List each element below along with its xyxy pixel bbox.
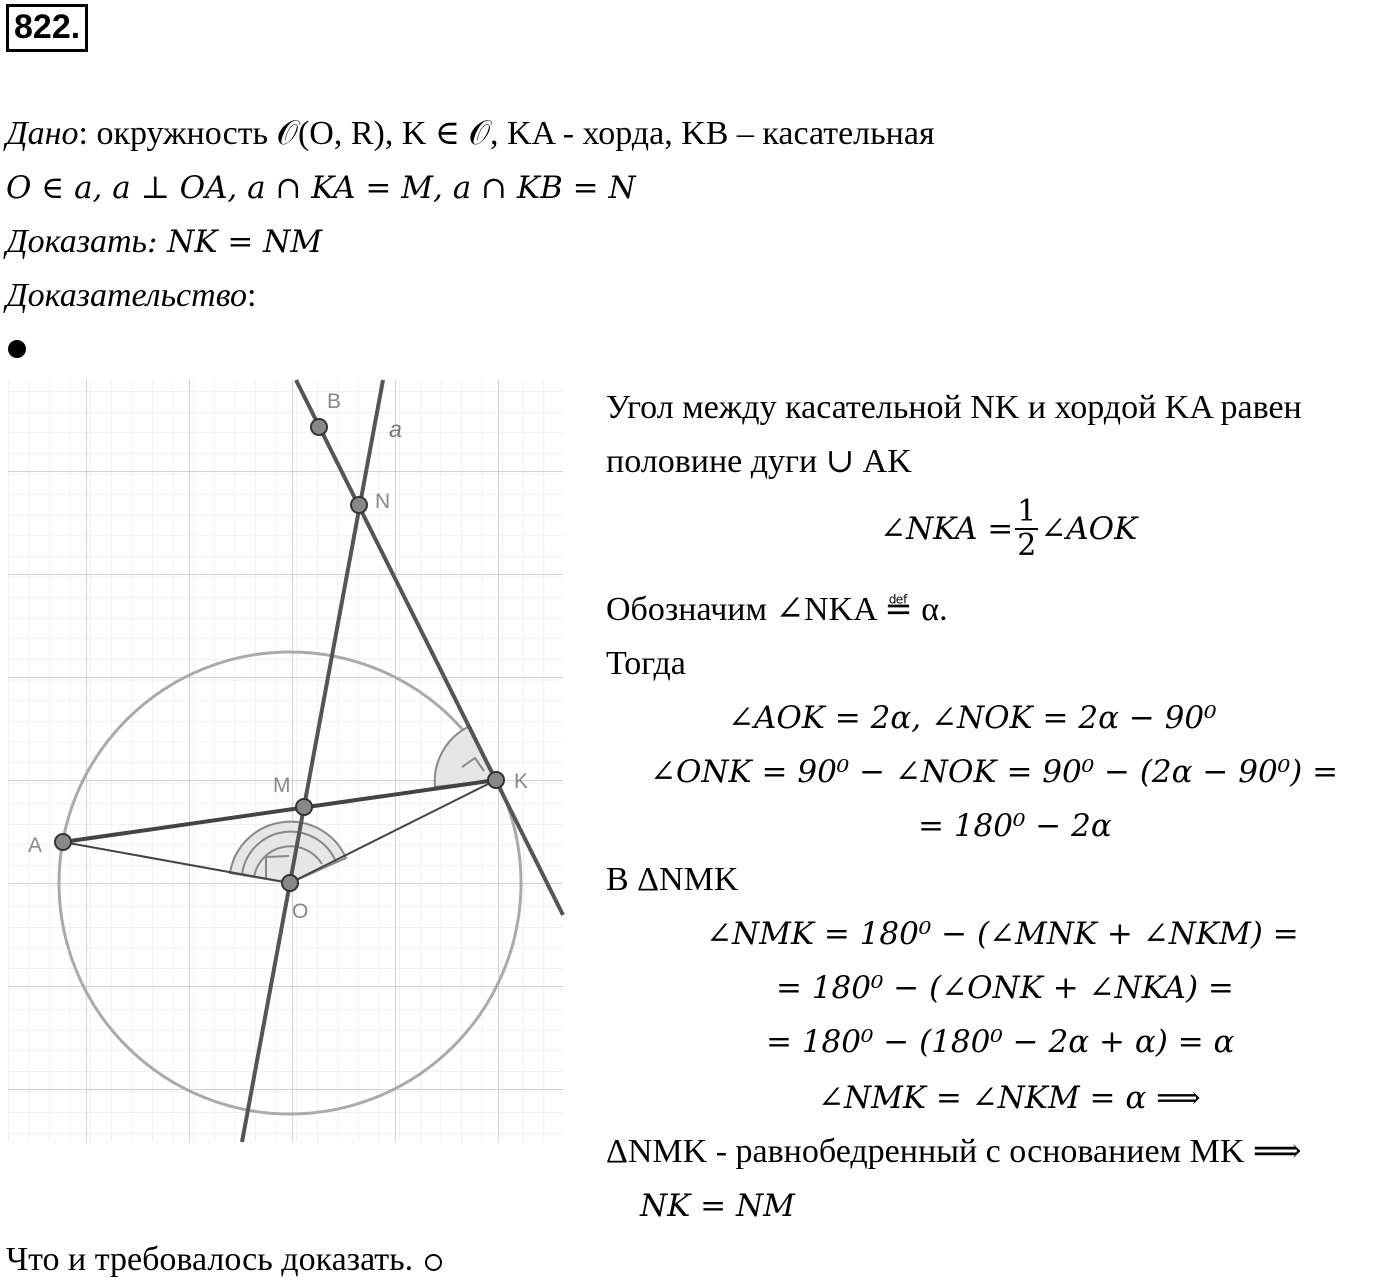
proof-line	[6, 276, 256, 316]
point-b	[311, 419, 327, 435]
given-label: Дано	[6, 115, 79, 152]
geometry-figure	[0, 378, 570, 1148]
point-k	[488, 772, 504, 788]
rt-frac-num: 1	[1017, 494, 1037, 529]
rt-frac-den: 2	[1017, 528, 1037, 563]
rt-line-13: ∠NMK = ∠NKM = α ⟹	[818, 1080, 1201, 1116]
given-text-1: : окружность 𝒪(O, R), K ∈ 𝒪, KA - хорда, KB – касательная	[78, 115, 935, 152]
rt-line-10: ∠NMK = 180⁰ − (∠MNK + ∠NKM) =	[706, 916, 1299, 952]
rt-formula-right: ∠AOK	[1040, 511, 1138, 547]
point-a	[55, 834, 71, 850]
rt-formula-left: ∠NKA =	[880, 511, 1014, 547]
rt-line-11: = 180⁰ − (∠ONK + ∠NKA) =	[776, 970, 1234, 1006]
qed-circle-icon	[425, 1254, 442, 1271]
given-line-2: O ∈ a, a ⊥ OA, a ∩ KA = M, a ∩ KB = N	[6, 170, 636, 206]
prove-statement: : NK = NM	[146, 224, 323, 260]
point-o	[282, 875, 298, 891]
bullet-marker	[8, 340, 26, 358]
label-k: K	[514, 770, 529, 793]
rt-line-8: = 180⁰ − 2α	[918, 808, 1112, 844]
label-b: B	[327, 390, 342, 413]
point-m	[296, 799, 312, 815]
rt-line-9: В ΔNMK	[606, 861, 739, 898]
rt-line-6: ∠AOK = 2α, ∠NOK = 2α − 90⁰	[728, 700, 1217, 736]
rt-line-4: Обозначим ∠NKA ≝ α.	[606, 591, 948, 628]
prove-line	[6, 222, 322, 262]
rt-line-1: Угол между касательной NK и хордой KA равен	[606, 389, 1302, 426]
rt-fraction	[1015, 496, 1038, 562]
prove-label: Доказать	[6, 223, 147, 260]
conclusion-text: Что и требовалось доказать.	[6, 1241, 414, 1278]
rt-line-12: = 180⁰ − (180⁰ − 2α + α) = α	[766, 1024, 1235, 1060]
label-n: N	[375, 490, 391, 513]
rt-line-5: Тогда	[606, 645, 686, 682]
rt-line-15: NK = NM	[640, 1188, 795, 1224]
given-line-1	[6, 114, 935, 154]
rt-formula-1	[880, 496, 1137, 578]
label-a: A	[28, 834, 43, 857]
conclusion-line	[6, 1240, 442, 1280]
point-n	[351, 497, 367, 513]
rt-line-14: ΔNMK - равнобедренный с основанием MK ⟹	[606, 1133, 1302, 1170]
label-a-line: a	[389, 416, 402, 442]
label-o: O	[292, 900, 309, 923]
proof-label: Доказательство	[6, 277, 248, 314]
problem-number: 822.	[6, 4, 88, 52]
proof-colon: :	[247, 277, 257, 314]
rt-line-7: ∠ONK = 90⁰ − ∠NOK = 90⁰ − (2α − 90⁰) =	[650, 754, 1339, 790]
label-m: M	[273, 774, 291, 797]
rt-line-2: половине дуги ∪ AK	[606, 443, 912, 480]
